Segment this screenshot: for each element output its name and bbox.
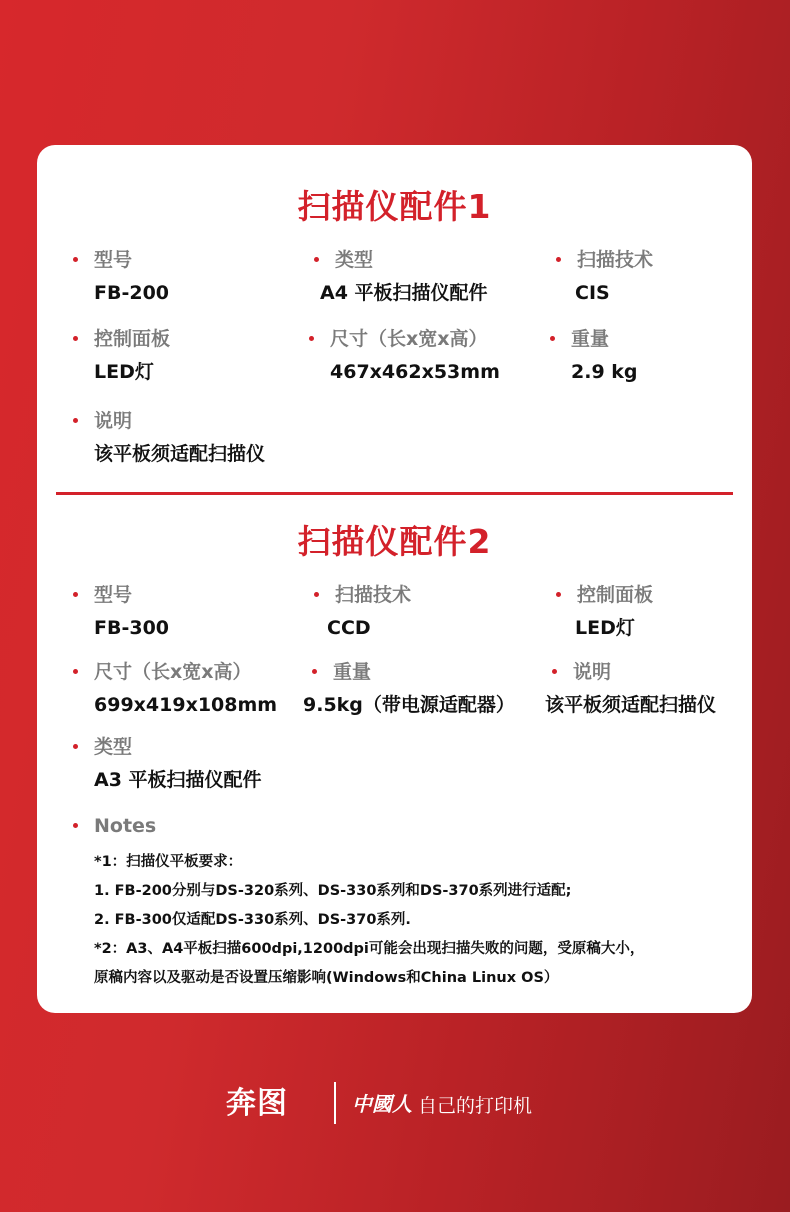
spec-item-type: [94, 735, 262, 792]
spec-item-description: [94, 409, 265, 466]
note-line: 2. FB-300仅适配DS-330系列、DS-370系列.: [94, 912, 411, 928]
spec-label: 控制面板: [577, 584, 654, 606]
spec-item-control-panel: [94, 327, 170, 384]
spec-label: 说明: [94, 409, 265, 433]
spec-item-weight: [571, 327, 638, 384]
spec-item-dimensions: [94, 660, 277, 717]
spec-label: 扫描技术: [335, 584, 412, 606]
section-divider: [56, 492, 733, 495]
spec-value: FB-200: [94, 282, 170, 304]
spec-item-type: [320, 248, 488, 305]
spec-label: 尺寸（长x宽x高）: [330, 327, 500, 351]
notes-label: Notes: [94, 815, 157, 837]
spec-label: 类型: [94, 735, 262, 759]
footer: [0, 1082, 790, 1126]
notes-block: [94, 848, 744, 993]
spec-label: 型号: [94, 248, 169, 272]
spec-item-model: [94, 248, 169, 305]
section-1-title: 扫描仪配件1: [297, 187, 492, 226]
spec-item-scan-tech: [575, 248, 653, 305]
spec-item-weight: [303, 660, 515, 717]
spec-card: [37, 145, 752, 1013]
notes-heading: [94, 814, 156, 838]
note-line: *2：A3、A4平板扫描600dpi,1200dpi可能会出现扫描失败的问题，受原稿大小，: [94, 941, 645, 957]
brand-logo: 奔图: [226, 1086, 288, 1121]
section-2-title: 扫描仪配件2: [297, 522, 492, 561]
spec-item-control-panel: [575, 583, 653, 640]
spec-label: 重量: [333, 660, 515, 684]
spec-value: 该平板须适配扫描仪: [94, 443, 266, 465]
spec-value: A4 平板扫描仪配件: [320, 282, 488, 304]
spec-value: 699x419x108mm: [94, 694, 278, 716]
spec-value: FB-300: [94, 617, 170, 639]
spec-label: 类型: [335, 248, 488, 272]
spec-value: CCD: [327, 617, 371, 639]
spec-item-dimensions: [330, 327, 500, 384]
spec-label: 扫描技术: [577, 249, 654, 271]
spec-item-scan-tech: [327, 583, 411, 640]
note-line: 1. FB-200分别与DS-320系列、DS-330系列和DS-370系列进行适配;: [94, 883, 572, 899]
slogan: 自己的打印机: [418, 1095, 533, 1117]
note-line: *1：扫描仪平板要求：: [94, 854, 243, 870]
spec-item-model: [94, 583, 169, 640]
spec-label: 型号: [94, 583, 169, 607]
spec-value: 467x462x53mm: [330, 361, 500, 383]
spec-value: A3 平板扫描仪配件: [94, 769, 262, 791]
spec-value: 2.9 kg: [571, 361, 638, 383]
footer-divider: [334, 1082, 336, 1124]
spec-value: LED灯: [94, 361, 154, 383]
note-line: 原稿内容以及驱动是否设置压缩影响(Windows和China Linux OS）: [94, 970, 559, 986]
spec-label: 说明: [573, 660, 716, 684]
spec-value: 该平板须适配扫描仪: [545, 694, 717, 716]
calligraphy-logo: 中國人: [352, 1092, 412, 1116]
spec-value: CIS: [575, 282, 610, 304]
spec-label: 重量: [571, 327, 638, 351]
spec-value: LED灯: [575, 617, 635, 639]
spec-label: 尺寸（长x宽x高）: [94, 660, 277, 684]
spec-item-description: [545, 660, 716, 717]
spec-value: 9.5kg（带电源适配器）: [303, 694, 515, 716]
spec-label: 控制面板: [94, 328, 171, 350]
